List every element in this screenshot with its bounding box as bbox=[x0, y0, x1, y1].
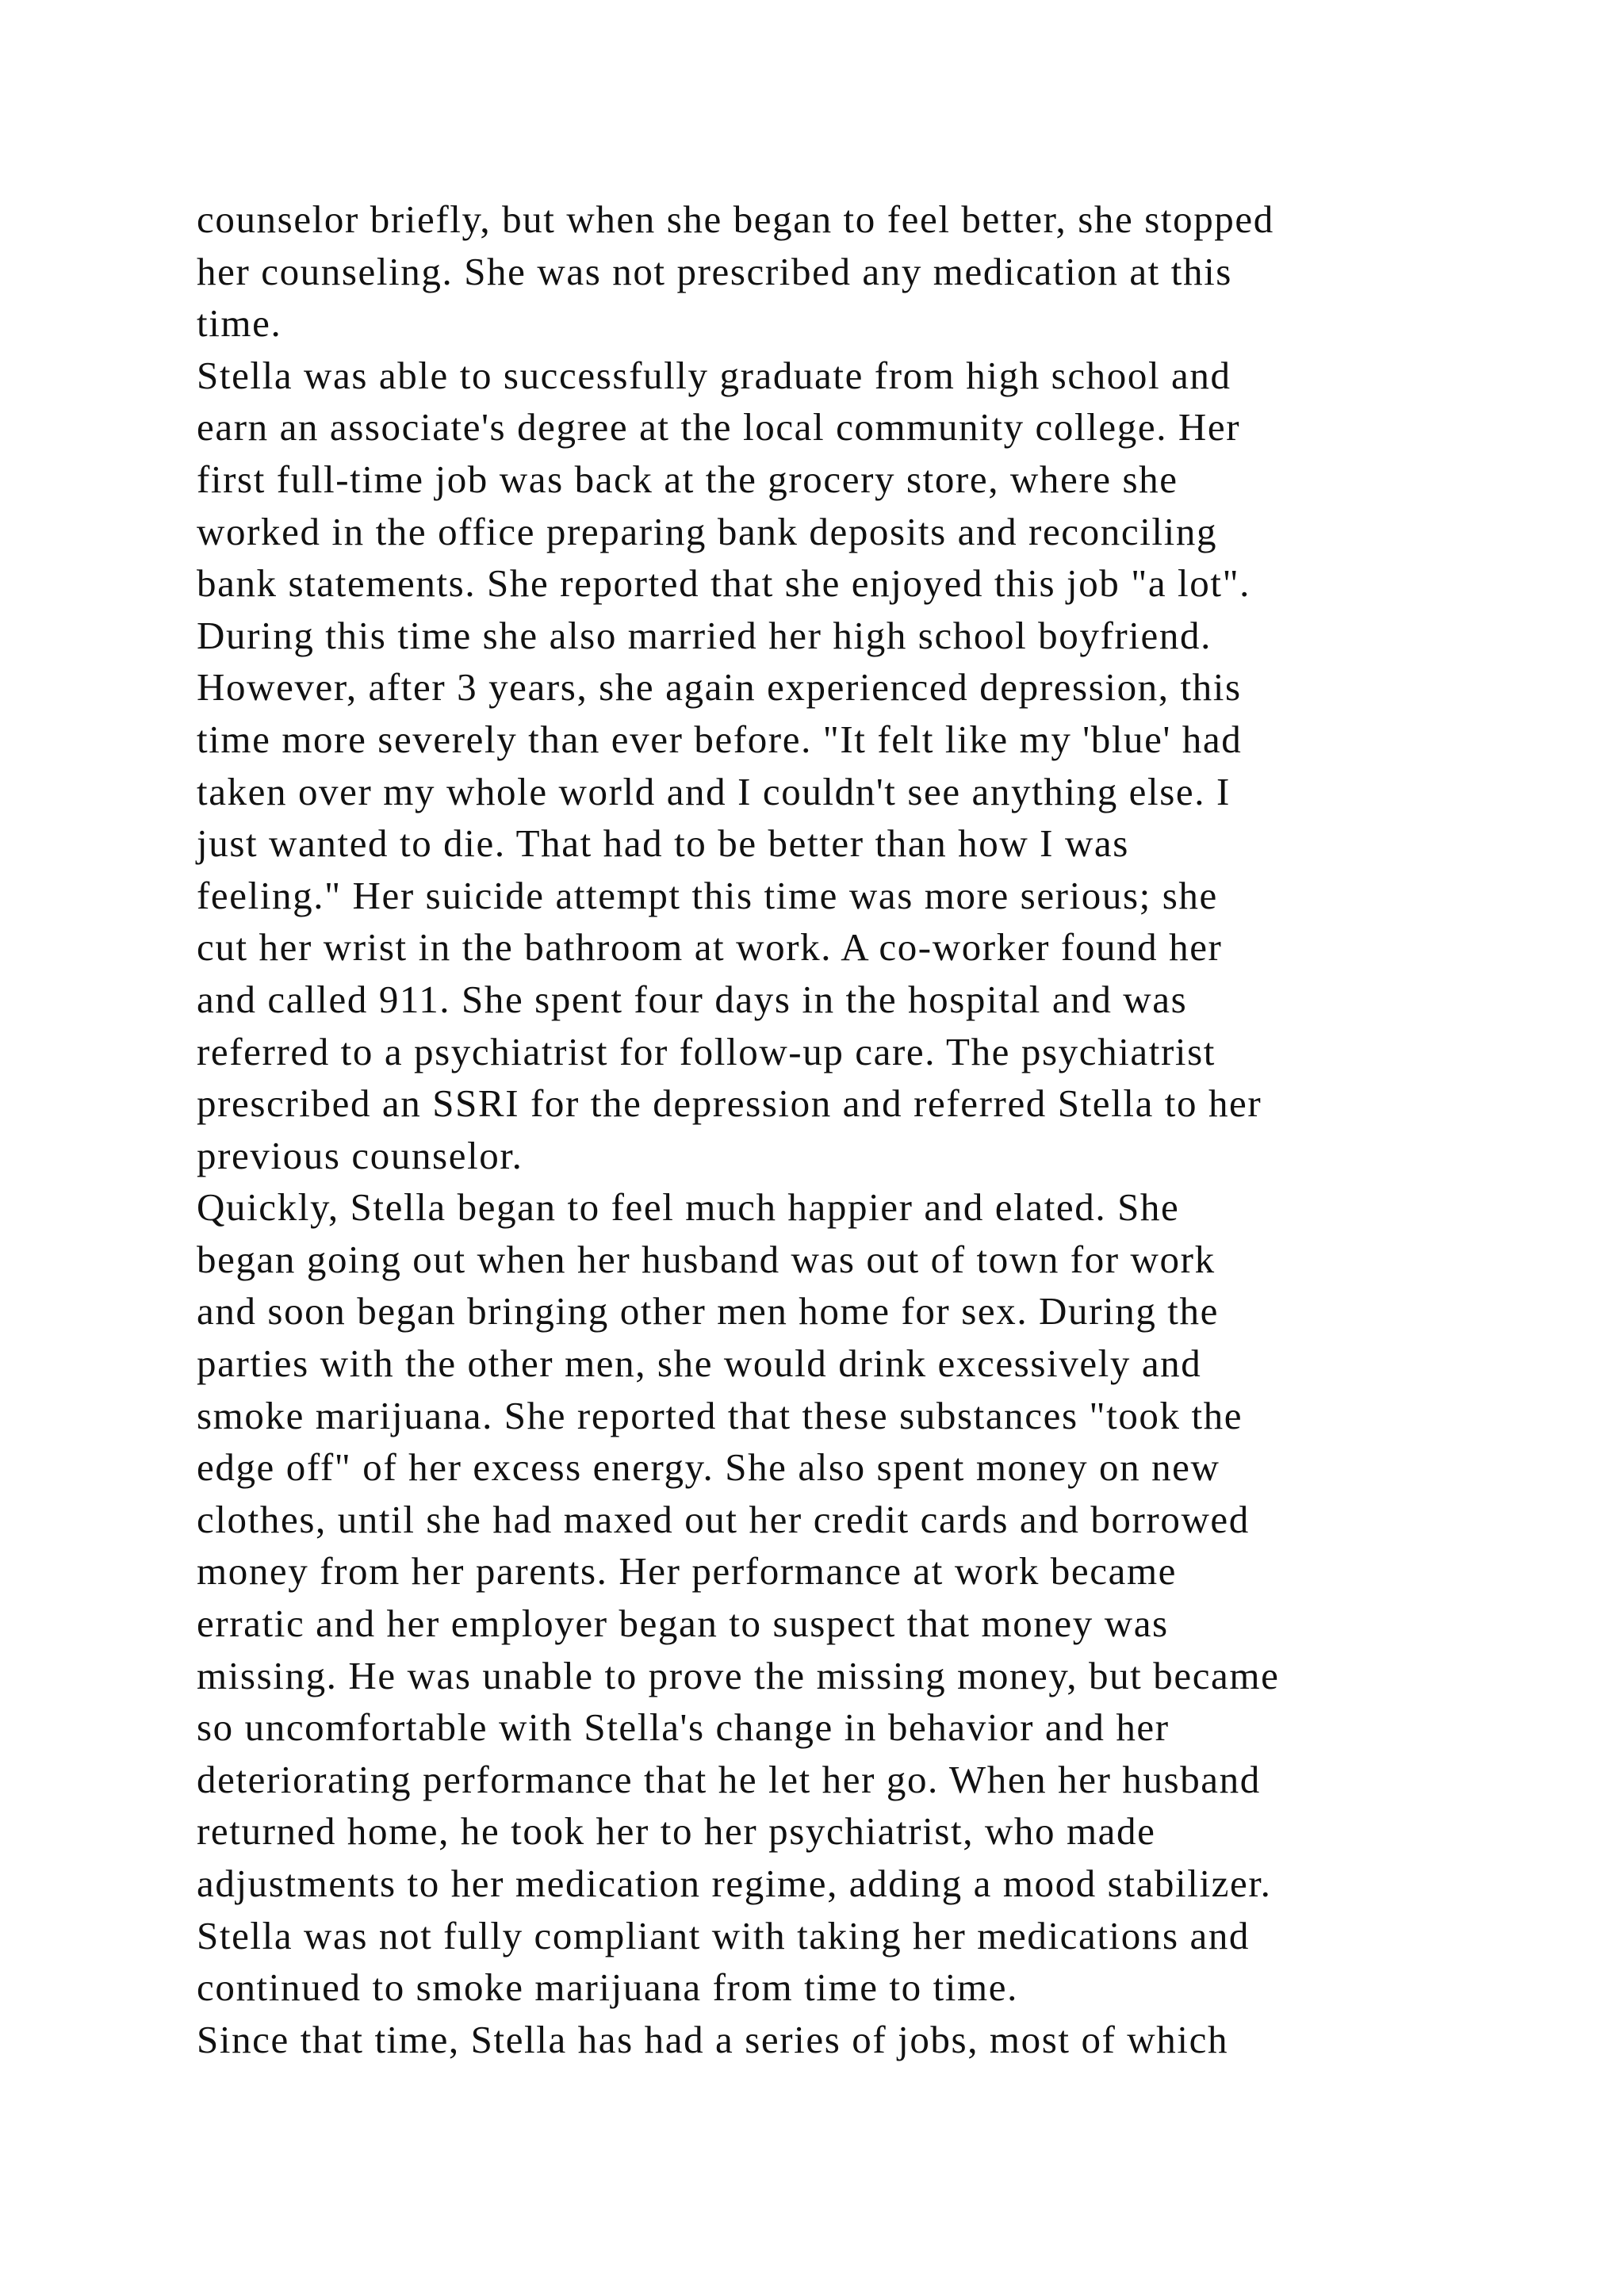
text-line: prescribed an SSRI for the depression and referred Stella to her bbox=[197, 1081, 1262, 1126]
text-line: taken over my whole world and I couldn't see anything else. I bbox=[197, 769, 1231, 813]
text-line: clothes, until she had maxed out her credit cards and borrowed bbox=[197, 1497, 1250, 1541]
text-line: parties with the other men, she would drink excessively and bbox=[197, 1341, 1202, 1386]
text-line: erratic and her employer began to suspect that money was bbox=[197, 1601, 1169, 1646]
text-line: money from her parents. Her performance at work became bbox=[197, 1549, 1178, 1594]
body-text bbox=[197, 193, 1497, 2065]
text-line: Since that time, Stella has had a series of jobs, most of which bbox=[197, 2017, 1229, 2061]
text-line: returned home, he took her to her psychiatrist, who made bbox=[197, 1809, 1156, 1854]
text-line: Stella was able to successfully graduate from high school and bbox=[197, 353, 1231, 397]
text-line: However, after 3 years, she again experienced depression, this bbox=[197, 665, 1242, 710]
text-line: missing. He was unable to prove the missing money, but became bbox=[197, 1653, 1280, 1697]
text-line: first full-time job was back at the grocery store, where she bbox=[197, 457, 1178, 501]
text-line: feeling." Her suicide attempt this time was more serious; she bbox=[197, 873, 1218, 917]
text-line: adjustments to her medication regime, adding a mood stabilizer. bbox=[197, 1862, 1272, 1905]
text-line: time. bbox=[197, 301, 282, 346]
text-line: bank statements. She reported that she enjoyed this job "a lot". bbox=[197, 561, 1251, 606]
text-line: smoke marijuana. She reported that these substances "took the bbox=[197, 1393, 1243, 1437]
text-line: continued to smoke marijuana from time to time. bbox=[197, 1965, 1018, 2010]
text-line: referred to a psychiatrist for follow-up care. The psychiatrist bbox=[197, 1029, 1216, 1073]
text-line: her counseling. She was not prescribed any medication at this bbox=[197, 249, 1232, 293]
text-line: Quickly, Stella began to feel much happier and elated. She bbox=[197, 1185, 1180, 1230]
text-line: During this time she also married her high school boyfriend. bbox=[197, 613, 1212, 657]
text-line: began going out when her husband was out of town for work bbox=[197, 1237, 1216, 1281]
text-line: so uncomfortable with Stella's change in behavior and her bbox=[197, 1705, 1170, 1750]
text-line: worked in the office preparing bank deposits and reconciling bbox=[197, 509, 1218, 553]
text-line: just wanted to die. That had to be better than how I was bbox=[197, 821, 1129, 866]
text-line: previous counselor. bbox=[197, 1133, 523, 1177]
text-line: cut her wrist in the bathroom at work. A co-worker found her bbox=[197, 925, 1223, 970]
text-line: deteriorating performance that he let her go. When her husband bbox=[197, 1757, 1261, 1801]
text-line: edge off" of her excess energy. She also spent money on new bbox=[197, 1445, 1220, 1490]
text-line: time more severely than ever before. "It felt like my 'blue' had bbox=[197, 717, 1243, 761]
text-line: earn an associate's degree at the local community college. Her bbox=[197, 405, 1241, 450]
text-line: counselor briefly, but when she began to feel better, she stopped bbox=[197, 197, 1274, 241]
text-line: Stella was not fully compliant with taking her medications and bbox=[197, 1913, 1251, 1957]
text-line: and called 911. She spent four days in the hospital and was bbox=[197, 977, 1188, 1021]
text-line: and soon began bringing other men home for sex. During the bbox=[197, 1289, 1219, 1334]
